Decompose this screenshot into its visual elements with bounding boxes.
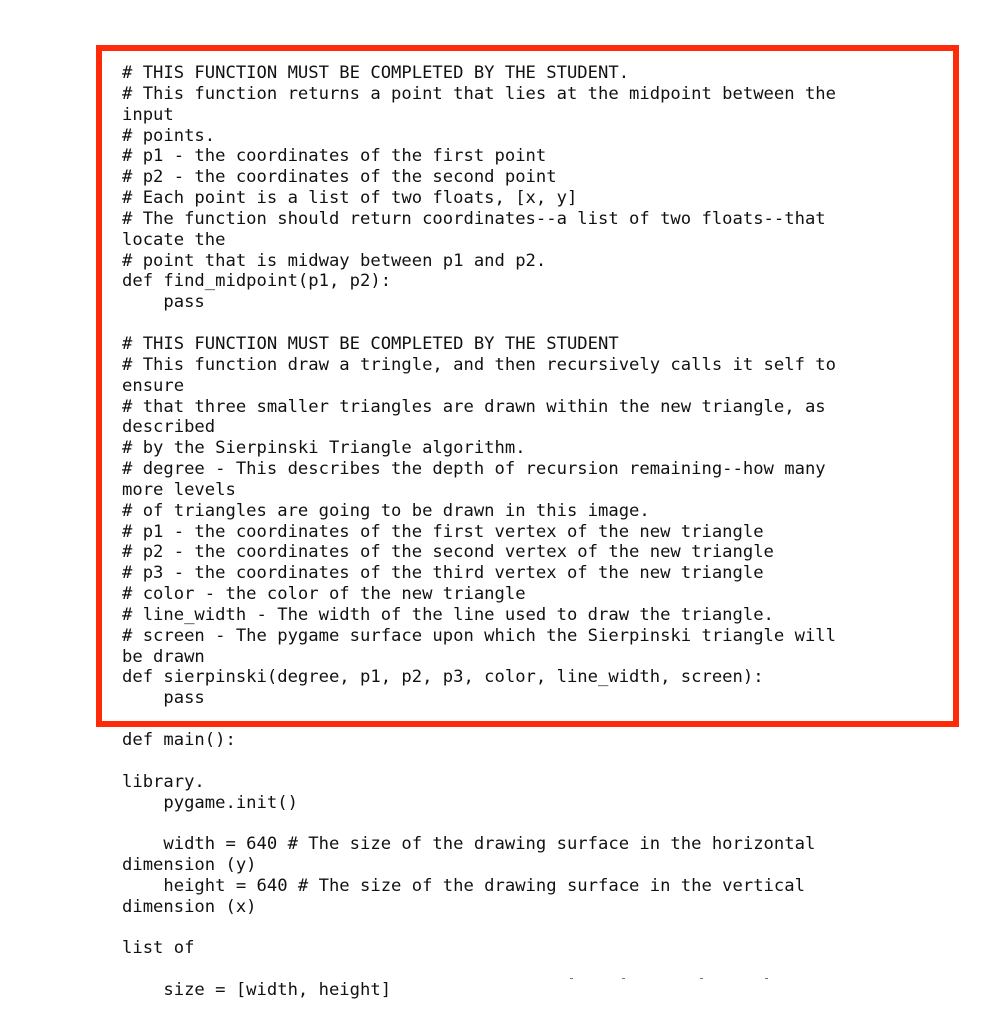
code-line: list of bbox=[122, 938, 195, 959]
faint-artifacts bbox=[0, 978, 1000, 984]
code-line bbox=[122, 959, 952, 980]
code-line: # This function draw a tringle, and then recursively calls it self to bbox=[122, 354, 836, 375]
code-line: pygame.init() bbox=[122, 792, 298, 813]
code-line: # point that is midway between p1 and p2. bbox=[122, 250, 547, 271]
code-block bbox=[122, 63, 952, 1001]
code-line: pass bbox=[122, 292, 205, 313]
code-line: # by the Sierpinski Triangle algorithm. bbox=[122, 438, 526, 459]
code-line: # p1 - the coordinates of the first vertex of the new triangle bbox=[122, 521, 764, 542]
code-line: # p1 - the coordinates of the first point bbox=[122, 146, 547, 167]
code-line: # of triangles are going to be drawn in this image. bbox=[122, 500, 650, 521]
code-line bbox=[122, 751, 952, 772]
code-line bbox=[122, 813, 952, 834]
code-line: be drawn bbox=[122, 646, 205, 667]
code-line: ensure bbox=[122, 375, 185, 396]
code-line: # The function should return coordinates--a list of two floats--that bbox=[122, 208, 826, 229]
code-line bbox=[122, 313, 952, 334]
code-line bbox=[122, 709, 952, 730]
code-line: # screen - The pygame surface upon which the Sierpinski triangle will bbox=[122, 625, 836, 646]
code-line: width = 640 # The size of the drawing surface in the horizontal bbox=[122, 834, 816, 855]
code-line: library. bbox=[122, 771, 205, 792]
code-line: # points. bbox=[122, 125, 216, 146]
code-line: more levels bbox=[122, 479, 236, 500]
code-line: locate the bbox=[122, 229, 226, 250]
code-line: # p2 - the coordinates of the second vertex of the new triangle bbox=[122, 542, 774, 563]
code-line: # p3 - the coordinates of the third vertex of the new triangle bbox=[122, 563, 764, 584]
code-line: # This function returns a point that lies at the midpoint between the bbox=[122, 83, 836, 104]
code-line: # p2 - the coordinates of the second point bbox=[122, 167, 557, 188]
code-line: # degree - This describes the depth of recursion remaining--how many bbox=[122, 459, 826, 480]
code-line: pass bbox=[122, 688, 205, 709]
code-line: size = [width, height] bbox=[122, 980, 392, 1001]
code-line: # Each point is a list of two floats, [x, y] bbox=[122, 188, 578, 209]
code-line: # THIS FUNCTION MUST BE COMPLETED BY THE STUDENT. bbox=[122, 63, 630, 83]
code-line: described bbox=[122, 417, 216, 438]
code-line: def main(): bbox=[122, 730, 236, 750]
code-line: # line_width - The width of the line used to draw the triangle. bbox=[122, 604, 774, 625]
code-line: # THIS FUNCTION MUST BE COMPLETED BY THE STUDENT bbox=[122, 333, 619, 354]
code-line: def find_midpoint(p1, p2): bbox=[122, 271, 392, 292]
code-line: def sierpinski(degree, p1, p2, p3, color, line_width, screen): bbox=[122, 667, 764, 688]
code-line: height = 640 # The size of the drawing surface in the vertical bbox=[122, 875, 805, 896]
code-line: input bbox=[122, 104, 174, 125]
code-line: # color - the color of the new triangle bbox=[122, 584, 526, 605]
code-line bbox=[122, 918, 952, 939]
code-line: dimension (y) bbox=[122, 855, 257, 876]
code-line: # that three smaller triangles are drawn within the new triangle, as bbox=[122, 396, 826, 417]
code-line: dimension (x) bbox=[122, 896, 257, 917]
